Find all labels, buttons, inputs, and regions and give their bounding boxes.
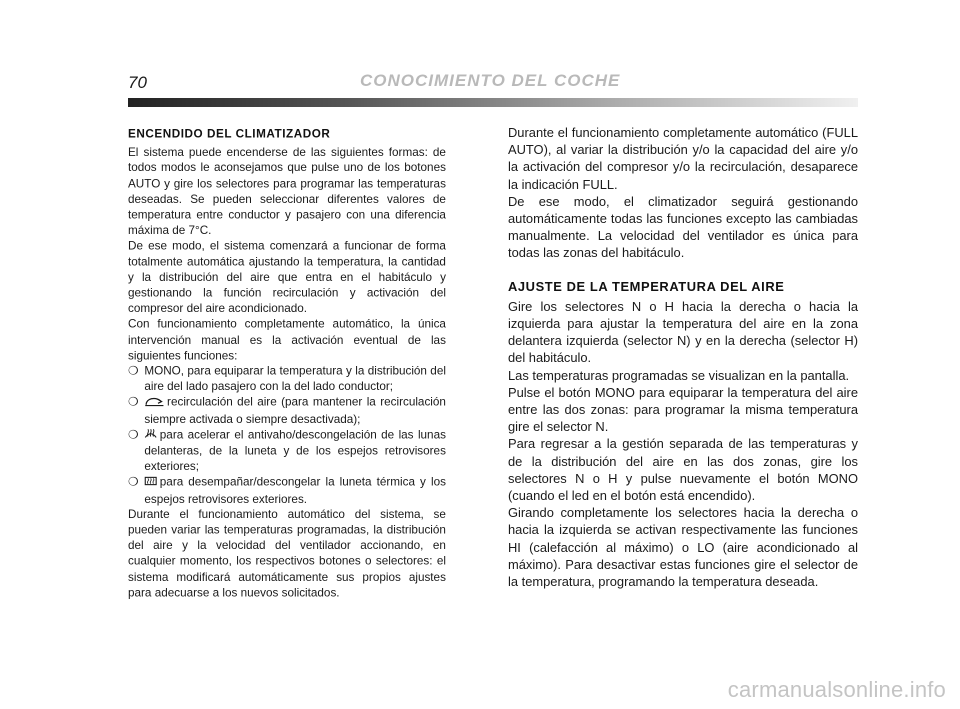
paragraph: Durante el funcionamiento automático del sistema, se pueden variar las temperaturas programadas, la distribución del aire y la velocidad del ventilador accionando, en cualquier momento, los respectivos botones o selectores: el sistema modificará automáticamente sus propios ajustes para adecuarse a los nuevos solicitados.: [128, 507, 446, 599]
paragraph: Durante el funcionamiento completamente automático (FULL AUTO), al variar la distribución y/o la capacidad del aire y/o la activación del compresor y/o la recirculación, desaparece la indicación FULL.: [508, 125, 858, 192]
bullet-item-mono: [128, 363, 446, 394]
bullet-mark: ❍: [128, 395, 139, 409]
recirculation-icon: [144, 395, 164, 411]
paragraph: Gire los selectores N o H hacia la derecha o hacia la izquierda para ajustar la temperatura del aire en la zona delantera izquierda (selector N) y en la derecha (selector H) del habitáculo.: [508, 298, 858, 366]
bullet-text: recirculación del aire (para mantener la recirculación siempre activada o siempre desactivada);: [144, 395, 446, 426]
watermark: carmanualsonline.info: [727, 677, 946, 702]
header-rule: [128, 98, 858, 107]
bullet-text: para acelerar el antivaho/descongelación de las lunas delanteras, de la luneta y de los espejos retrovisores exteriores;: [144, 427, 446, 474]
paragraph: Pulse el botón MONO para equiparar la temperatura del aire entre las dos zonas: para programar la misma temperatura gire el selector N.: [508, 384, 858, 435]
bullet-mark: ❍: [128, 363, 139, 378]
left-column: [128, 124, 446, 600]
section-title-encendido: ENCENDIDO DEL CLIMATIZADOR: [128, 126, 331, 141]
section-title-ajuste: AJUSTE DE LA TEMPERATURA DEL AIRE: [508, 278, 785, 294]
paragraph: Girando completamente los selectores hacia la derecha o hacia la izquierda se activan respectivamente las funciones HI (calefacción al máximo) o LO (aire acondicionado al máximo). Para desactivar estas funciones gire el selector de la temperatura, programando la temperatura deseada.: [508, 505, 858, 590]
front-defrost-icon: [144, 427, 157, 443]
paragraph: Con funcionamiento completamente automático, la única intervención manual es la activación eventual de las siguientes funciones:: [128, 316, 446, 362]
paragraph: De ese modo, el sistema comenzará a funcionar de forma totalmente automática ajustando la temperatura, la cantidad y la distribución del aire que entra en el habitáculo y gestionando la función recirculación y activación del compresor del aire acondicionado.: [128, 238, 446, 315]
rear-defrost-icon: [144, 475, 157, 491]
bullet-mark: ❍: [128, 475, 139, 489]
paragraph: Las temperaturas programadas se visualizan en la pantalla.: [508, 367, 850, 383]
bullet-text: para desempañar/descongelar la luneta térmica y los espejos retrovisores exteriores.: [144, 475, 446, 506]
bullet-item-rear-defrost: [128, 474, 446, 506]
right-column: [508, 124, 858, 590]
bullet-item-front-defrost: [128, 426, 446, 474]
paragraph: De ese modo, el climatizador seguirá gestionando automáticamente todas las funciones excepto las cambiadas manualmente. La velocidad del ventilador es única para todas las zonas del habitáculo.: [508, 193, 858, 261]
bullet-text: MONO, para equiparar la temperatura y la distribución del aire del lado pasajero con la del lado conductor;: [144, 363, 446, 394]
running-title: CONOCIMIENTO DEL COCHE: [360, 71, 621, 90]
paragraph: El sistema puede encenderse de las siguientes formas: de todos modos le aconsejamos que pulse uno de los botones AUTO y gire los selectores para programar las temperaturas deseadas. Se pueden seleccionar diferentes valores de temperatura entre conductor y pasajero con una diferencia máxima de 7°C.: [128, 145, 446, 237]
paragraph: Para regresar a la gestión separada de las temperaturas y de la distribución del aire en las dos zonas, gire los selectores N o H y pulse nuevamente el botón MONO (cuando el led en el botón está encendido).: [508, 436, 858, 504]
bullet-item-recirculation: [128, 394, 446, 426]
page-number: 70: [128, 73, 147, 92]
bullet-mark: ❍: [128, 427, 139, 441]
